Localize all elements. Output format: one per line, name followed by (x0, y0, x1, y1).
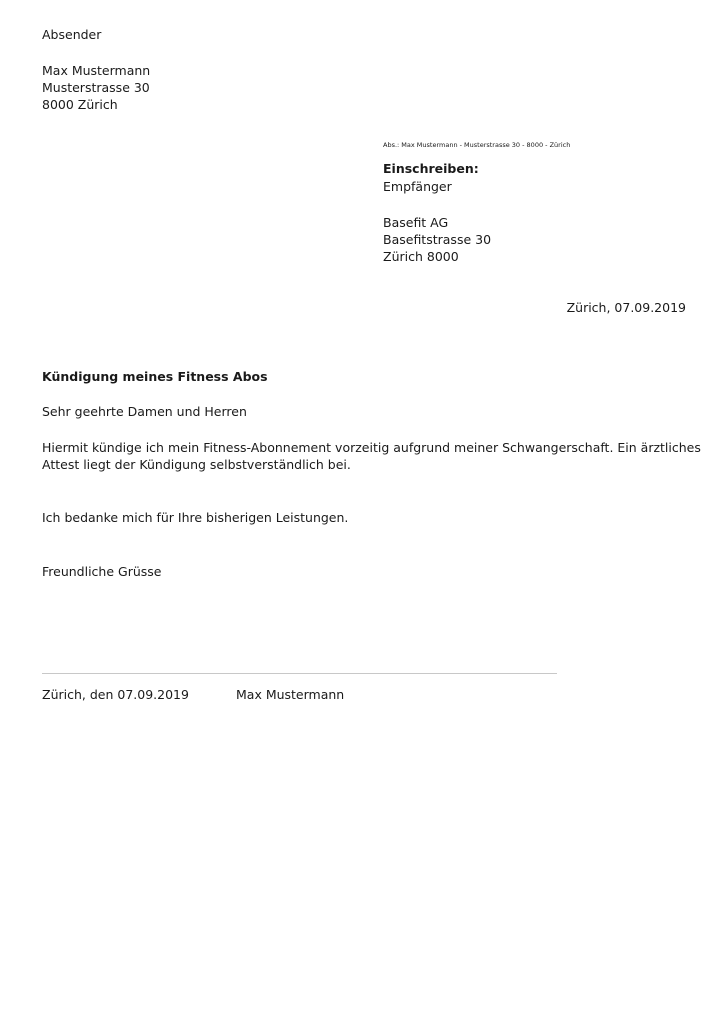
body-paragraph-1-line-2: Attest liegt der Kündigung selbstverständlich bei. (42, 457, 351, 472)
body-paragraph-1-line-1: Hiermit kündige ich mein Fitness-Abonnement vorzeitig aufgrund meiner Schwangerschaft. Ein ärztliches (42, 440, 701, 455)
signature-place-date: Zürich, den 07.09.2019 (42, 687, 189, 702)
salutation: Sehr geehrte Damen und Herren (42, 404, 247, 419)
subject-line: Kündigung meines Fitness Abos (42, 369, 268, 384)
return-address: Abs.: Max Mustermann - Musterstrasse 30 - 8000 - Zürich (383, 141, 571, 149)
sender-name: Max Mustermann (42, 63, 151, 78)
sender-label: Absender (42, 27, 102, 42)
delivery-type: Einschreiben: (383, 161, 479, 176)
signature-line (42, 673, 557, 674)
date-line: Zürich, 07.09.2019 (566, 300, 686, 315)
recipient-street: Basefitstrasse 30 (383, 232, 492, 247)
recipient-company: Basefit AG (383, 215, 449, 230)
closing: Freundliche Grüsse (42, 564, 162, 579)
sender-city: 8000 Zürich (42, 97, 118, 112)
signature-name: Max Mustermann (236, 687, 345, 702)
body-paragraph-2: Ich bedanke mich für Ihre bisherigen Leistungen. (42, 510, 349, 525)
sender-street: Musterstrasse 30 (42, 80, 150, 95)
recipient-label: Empfänger (383, 179, 452, 194)
recipient-city: Zürich 8000 (383, 249, 459, 264)
